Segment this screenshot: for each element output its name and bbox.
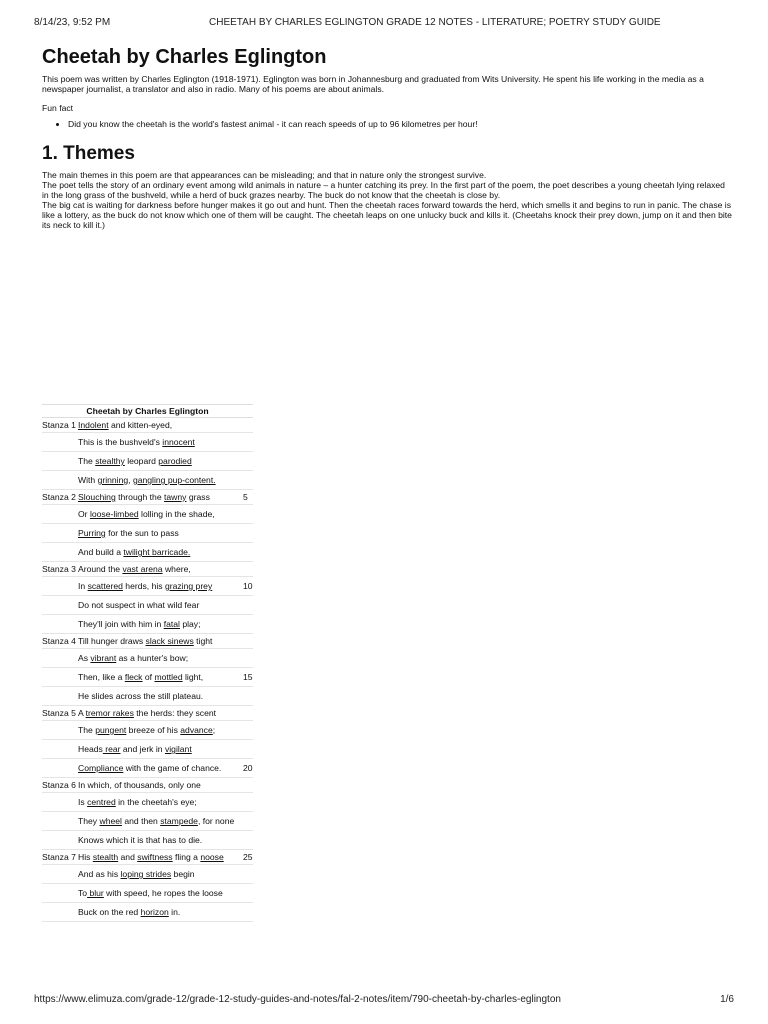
themes-text — [42, 170, 732, 230]
poem-table — [42, 404, 253, 922]
print-header — [34, 17, 734, 31]
glossary-word: vibrant — [90, 653, 117, 663]
stanza-label: Stanza 6 — [42, 780, 76, 790]
line-fragment: as a hunter's bow; — [116, 653, 189, 663]
article — [42, 45, 732, 230]
print-date: 8/14/23, 9:52 PM — [34, 17, 111, 28]
glossary-word: noose — [200, 852, 224, 862]
line-fragment: Knows which it is that has to die. — [78, 835, 203, 845]
line-fragment: begin — [171, 869, 195, 879]
glossary-word: stampede — [160, 816, 198, 826]
glossary-word: gangling pup-content. — [132, 475, 216, 485]
glossary-word: parodied — [158, 456, 192, 466]
line-fragment: with the game of chance. — [123, 763, 222, 773]
poem-line — [42, 812, 253, 831]
poem-line — [42, 903, 253, 922]
line-fragment: light, — [182, 672, 204, 682]
line-number: 15 — [243, 672, 253, 682]
themes-paragraph: The big cat is waiting for darkness before hunger makes it go out and hunt. Then the cheetah races forward towards the herd, which smells it and begins to run in panic. The chase is like a lottery, as the buck do not know which one of them will be caught. The cheetah leaps on one unlucky buck and kills it. (Cheetahs knock their prey down, jump on it and then bite its neck to kill it.) — [42, 200, 732, 230]
line-fragment: As — [78, 653, 91, 663]
line-fragment: In which, of thousands, only one — [78, 780, 201, 790]
line-fragment: tight — [193, 636, 213, 646]
themes-paragraph: The main themes in this poem are that appearances can be misleading; and that in nature only the strongest survive. — [42, 170, 487, 180]
poem-line-text — [78, 636, 212, 646]
glossary-word: Slouching — [78, 492, 116, 502]
poem-line — [42, 831, 253, 850]
poem-line — [42, 471, 253, 490]
glossary-word: rear — [102, 744, 121, 754]
page-number: 1/6 — [720, 994, 734, 1005]
poem-line — [42, 740, 253, 759]
poem-line-text — [78, 797, 197, 807]
stanza-label: Stanza 4 — [42, 636, 76, 646]
poem-line-text — [78, 907, 180, 917]
stanza-label: Stanza 7 — [42, 852, 76, 862]
line-fragment: They'll join with him in — [78, 619, 164, 629]
glossary-word: twilight barricade. — [123, 547, 191, 557]
poem-line — [42, 505, 253, 524]
line-fragment: A — [78, 708, 86, 718]
poem-line — [42, 793, 253, 812]
poem-line-text — [78, 456, 192, 466]
fun-fact-list — [42, 119, 732, 129]
glossary-word: loping strides — [120, 869, 172, 879]
line-fragment: in. — [168, 907, 181, 917]
poem-line — [42, 721, 253, 740]
poem-line — [42, 418, 253, 433]
glossary-word: loose-limbed — [89, 509, 139, 519]
line-fragment: breeze of his — [126, 725, 181, 735]
line-fragment: Heads — [78, 744, 103, 754]
line-fragment: And build a — [78, 547, 124, 557]
line-fragment: the herds: they scent — [133, 708, 217, 718]
themes-heading: 1. Themes — [42, 143, 135, 164]
line-fragment: ; — [212, 725, 216, 735]
glossary-word: Indolent — [78, 420, 109, 430]
glossary-word: swiftness — [137, 852, 173, 862]
glossary-word: centred — [87, 797, 116, 807]
poem-line — [42, 577, 253, 596]
poem-line-text — [78, 708, 216, 718]
line-fragment: This is the bushveld's — [78, 437, 163, 447]
poem-title: Cheetah by Charles Eglington — [42, 404, 253, 418]
glossary-word: innocent — [162, 437, 195, 447]
poem-line-text — [78, 437, 195, 447]
line-number: 5 — [243, 492, 248, 502]
poem-line-text — [78, 816, 234, 826]
line-fragment: The — [78, 725, 96, 735]
poem-line-text — [78, 869, 195, 879]
glossary-word: Purring — [78, 528, 106, 538]
poem-line-text — [78, 528, 179, 538]
stanza-label: Stanza 2 — [42, 492, 76, 502]
poem-line-text — [78, 547, 190, 557]
poem-line-text — [78, 888, 223, 898]
line-fragment: fling a — [172, 852, 201, 862]
poem-line-text — [78, 600, 199, 610]
poem-line — [42, 649, 253, 668]
line-fragment: Do not suspect in what wild fear — [78, 600, 200, 610]
line-fragment: The — [78, 456, 96, 466]
line-fragment: Is — [78, 797, 88, 807]
poem-line-text — [78, 509, 215, 519]
stanza-label: Stanza 1 — [42, 420, 76, 430]
poem-line-text — [78, 564, 191, 574]
poem-line — [42, 543, 253, 562]
line-fragment: grass — [186, 492, 210, 502]
line-fragment: with speed, he ropes the loose — [103, 888, 223, 898]
poem-line-text — [78, 852, 224, 862]
line-fragment: lolling in the shade, — [138, 509, 215, 519]
poem-line — [42, 759, 253, 778]
poem-line — [42, 524, 253, 543]
poem-line — [42, 850, 253, 865]
poem-line — [42, 706, 253, 721]
glossary-word: vast arena — [122, 564, 163, 574]
poem-line-text — [78, 725, 215, 735]
glossary-word: tremor rakes — [85, 708, 134, 718]
line-fragment: through the — [115, 492, 165, 502]
line-fragment: and jerk in — [120, 744, 165, 754]
glossary-word: blur — [87, 888, 104, 898]
glossary-word: wheel — [99, 816, 122, 826]
poem-line-text — [78, 691, 203, 701]
poem-line-text — [78, 672, 203, 682]
poem-line — [42, 884, 253, 903]
line-fragment: He slides across the still plateau. — [78, 691, 204, 701]
line-fragment: and kitten-eyed, — [108, 420, 173, 430]
stanza-label: Stanza 3 — [42, 564, 76, 574]
poem-line-text — [78, 581, 212, 591]
glossary-word: grazing prey — [164, 581, 213, 591]
glossary-word: vigilant — [164, 744, 192, 754]
poem-line-text — [78, 420, 172, 430]
poem-line — [42, 668, 253, 687]
page-title: Cheetah by Charles Eglington — [42, 46, 327, 68]
poem-line-text — [78, 763, 221, 773]
line-fragment: where, — [162, 564, 191, 574]
poem-line-text — [78, 744, 192, 754]
glossary-word: slack sinews — [145, 636, 194, 646]
line-fragment: Or — [78, 509, 90, 519]
line-fragment: herds, his — [122, 581, 165, 591]
line-number: 25 — [243, 852, 253, 862]
line-fragment: , for none — [197, 816, 235, 826]
print-title: CHEETAH BY CHARLES EGLINGTON GRADE 12 NOTES - LITERATURE; POETRY STUDY GUIDE — [209, 17, 661, 28]
poem-line — [42, 615, 253, 634]
poem-line-text — [78, 653, 188, 663]
line-fragment: Around the — [78, 564, 123, 574]
glossary-word: fleck — [124, 672, 143, 682]
themes-paragraph: The poet tells the story of an ordinary event among wild animals in nature – a hunter catching its prey. In the first part of the poem, the poet describes a young cheetah lying relaxed in the long grass of the bushveld, while a herd of buck grazes nearby. The buck do not know that the cheetah is close by. — [42, 180, 725, 200]
line-fragment: With — [78, 475, 98, 485]
glossary-word: fatal — [163, 619, 180, 629]
line-fragment: To — [78, 888, 88, 898]
glossary-word: grinning — [97, 475, 129, 485]
line-number: 20 — [243, 763, 253, 773]
poem-line — [42, 562, 253, 577]
line-fragment: Then, like a — [78, 672, 125, 682]
poem-line — [42, 452, 253, 471]
line-fragment: , — [128, 475, 133, 485]
glossary-word: horizon — [140, 907, 169, 917]
poem-line — [42, 634, 253, 649]
glossary-word: Compliance — [78, 763, 124, 773]
intro-paragraph: This poem was written by Charles Eglington (1918-1971). Eglington was born in Johannesburg and graduated from Wits University. He spent his life working in the media as a newspaper journalist, a translator and also in radio. Many of his poems are about animals. — [42, 74, 704, 94]
poem-line-text — [78, 780, 201, 790]
line-fragment: His — [78, 852, 93, 862]
glossary-word: pungent — [95, 725, 127, 735]
poem-line — [42, 778, 253, 793]
line-fragment: in the cheetah's eye; — [115, 797, 197, 807]
page-url: https://www.elimuza.com/grade-12/grade-12-study-guides-and-notes/fal-2-notes/item/790-cheetah-by-charles-eglington — [34, 994, 561, 1005]
poem-line-text — [78, 835, 202, 845]
poem-line — [42, 865, 253, 884]
poem-line — [42, 433, 253, 452]
stanza-label: Stanza 5 — [42, 708, 76, 718]
line-fragment: play; — [179, 619, 201, 629]
glossary-word: tawny — [164, 492, 187, 502]
line-fragment: leopard — [124, 456, 159, 466]
line-fragment: for the sun to pass — [105, 528, 179, 538]
line-fragment: Till hunger draws — [78, 636, 146, 646]
line-fragment: And as his — [78, 869, 121, 879]
glossary-word: scattered — [87, 581, 123, 591]
fun-fact-label: Fun fact — [42, 103, 74, 113]
poem-line-text — [78, 492, 210, 502]
line-fragment: Buck on the red — [78, 907, 141, 917]
poem-line — [42, 490, 253, 505]
poem-line-text — [78, 475, 216, 485]
line-fragment: of — [142, 672, 155, 682]
line-number: 10 — [243, 581, 253, 591]
line-fragment: and — [118, 852, 138, 862]
poem-line — [42, 596, 253, 615]
line-fragment: They — [78, 816, 100, 826]
glossary-word: advance — [180, 725, 213, 735]
line-fragment: In — [78, 581, 88, 591]
line-fragment: and then — [121, 816, 161, 826]
glossary-word: stealthy — [95, 456, 125, 466]
poem-line-text — [78, 619, 201, 629]
glossary-word: stealth — [92, 852, 119, 862]
print-footer — [34, 994, 734, 1008]
fun-fact-item: • Did you know the cheetah is the world's fastest animal - it can reach speeds of up to 96 kilometres per hour! — [68, 119, 732, 129]
glossary-word: mottled — [154, 672, 183, 682]
poem-line — [42, 687, 253, 706]
